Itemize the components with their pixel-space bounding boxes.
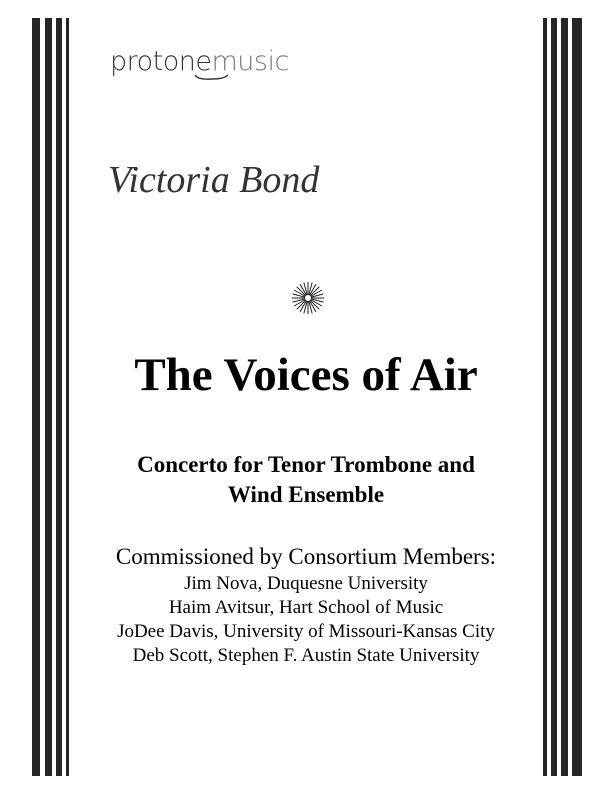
logo-text-music: music — [211, 46, 289, 77]
composer-name: Victoria Bond — [108, 159, 320, 201]
sunburst-icon — [290, 280, 326, 316]
consortium-members — [0, 572, 612, 668]
member: Haim Avitsur, Hart School of Music — [168, 597, 444, 618]
subtitle-line: Wind Ensemble — [227, 482, 385, 507]
logo-text-protone: protone — [110, 46, 212, 77]
member: Deb Scott, Stephen F. Austin State University — [132, 645, 480, 666]
commission-heading: Commissioned by Consortium Members: — [115, 544, 497, 569]
work-subtitle — [0, 450, 612, 510]
member: Jim Nova, Duquesne University — [184, 573, 428, 594]
publisher-logo — [110, 46, 289, 77]
subtitle-line: Concerto for Tenor Trombone and — [137, 452, 475, 477]
member: JoDee Davis, University of Missouri-Kansas City — [117, 621, 495, 642]
logo-swoosh-icon — [194, 74, 230, 82]
work-title: The Voices of Air — [134, 349, 478, 401]
